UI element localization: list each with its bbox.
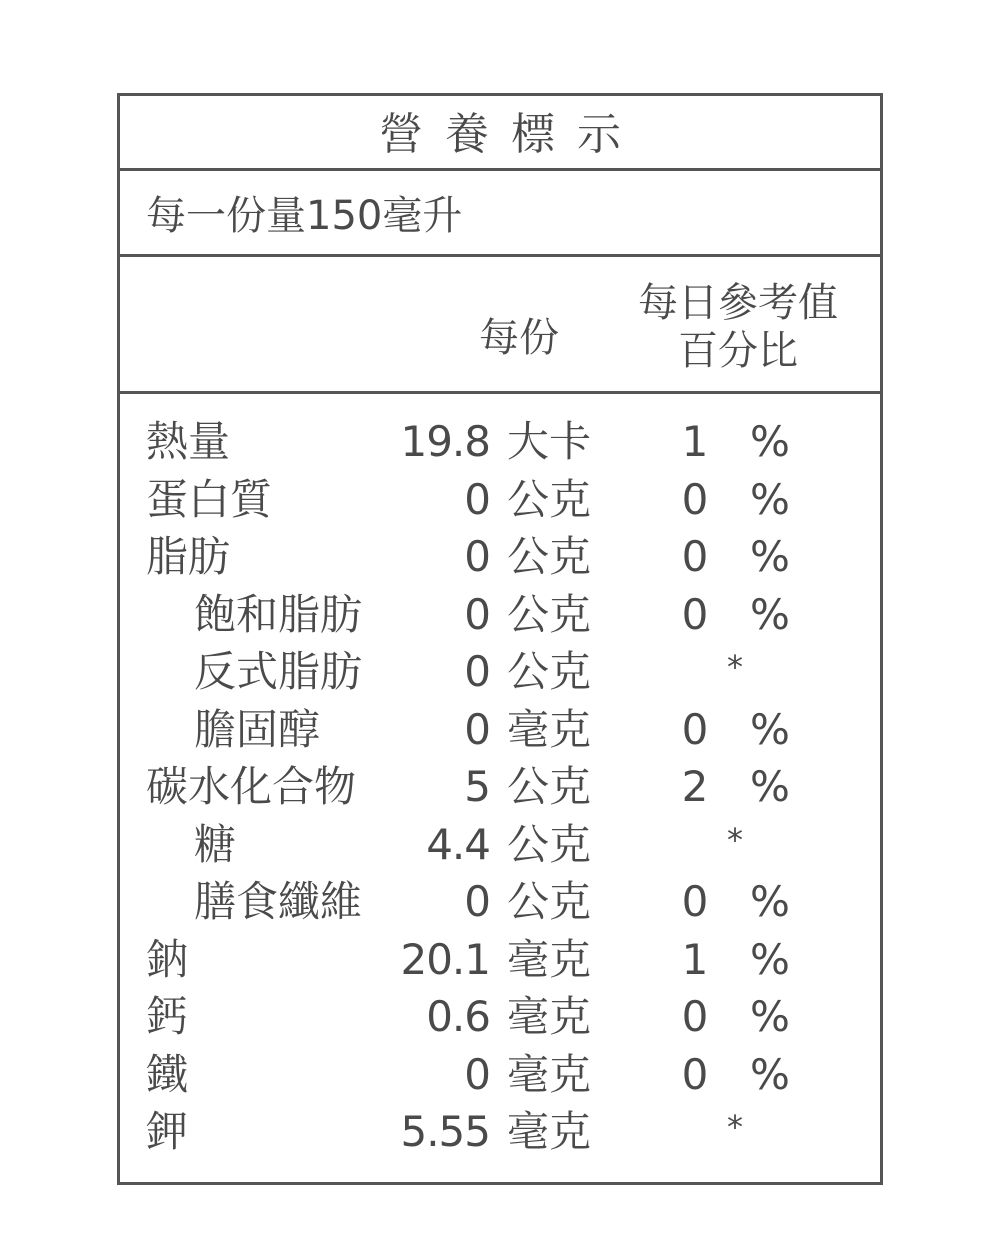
nutrient-unit: 毫克 bbox=[507, 992, 592, 1041]
nutrient-name: 糖 bbox=[194, 819, 237, 869]
nutrient-amount: 0 bbox=[464, 532, 490, 581]
nutrient-row bbox=[120, 413, 880, 471]
nutrient-amount: 0.6 bbox=[426, 992, 490, 1041]
nutrient-row bbox=[120, 643, 880, 701]
nutrient-unit: 公克 bbox=[507, 762, 592, 811]
nutrient-unit: 公克 bbox=[507, 877, 592, 926]
nutrient-row bbox=[120, 988, 880, 1046]
nutrient-name: 蛋白質 bbox=[146, 474, 273, 524]
nutrient-daily-value: 0 bbox=[681, 532, 709, 581]
nutrient-name: 脂肪 bbox=[146, 532, 231, 581]
nutrient-asterisk: * bbox=[727, 1108, 743, 1146]
nutrition-label bbox=[117, 93, 883, 1185]
nutrient-daily-value: 0 bbox=[681, 704, 709, 754]
nutrient-daily-value: 1 bbox=[681, 934, 709, 984]
divider-title bbox=[120, 168, 880, 171]
nutrient-name: 碳水化合物 bbox=[146, 762, 357, 811]
header-daily-value-line1: 每日參考值 bbox=[638, 280, 838, 326]
nutrient-unit: 毫克 bbox=[507, 704, 592, 754]
divider-header bbox=[120, 391, 880, 394]
nutrient-row bbox=[120, 1046, 880, 1104]
nutrient-amount: 20.1 bbox=[400, 934, 490, 984]
nutrient-percent-sign: % bbox=[750, 877, 790, 926]
nutrient-amount: 5 bbox=[464, 762, 490, 811]
nutrient-percent-sign: % bbox=[750, 934, 790, 984]
nutrient-amount: 0 bbox=[464, 877, 490, 926]
nutrient-unit: 毫克 bbox=[507, 1049, 592, 1099]
nutrient-percent-sign: % bbox=[750, 704, 790, 754]
nutrient-percent-sign: % bbox=[750, 762, 790, 811]
nutrient-unit: 公克 bbox=[507, 819, 592, 869]
nutrient-name: 鈉 bbox=[146, 934, 189, 984]
nutrient-row bbox=[120, 816, 880, 874]
nutrient-row bbox=[120, 1103, 880, 1161]
label-title: 營養標示 bbox=[379, 109, 643, 160]
nutrient-daily-value: 2 bbox=[681, 762, 709, 811]
nutrient-percent-sign: % bbox=[750, 532, 790, 581]
nutrient-amount: 0 bbox=[464, 647, 490, 696]
nutrient-amount: 0 bbox=[464, 589, 490, 639]
nutrient-name: 熱量 bbox=[146, 417, 231, 466]
nutrient-name: 鉀 bbox=[146, 1107, 189, 1156]
nutrient-daily-value: 0 bbox=[681, 474, 709, 524]
nutrient-amount: 0 bbox=[464, 474, 490, 524]
nutrient-row bbox=[120, 873, 880, 931]
nutrient-percent-sign: % bbox=[750, 992, 790, 1041]
nutrient-asterisk: * bbox=[727, 820, 743, 859]
nutrient-unit: 大卡 bbox=[507, 417, 592, 466]
header-daily-value-line2: 百分比 bbox=[678, 328, 798, 374]
header-daily-value bbox=[613, 279, 863, 375]
nutrient-daily-value: 0 bbox=[681, 877, 709, 926]
nutrient-row bbox=[120, 931, 880, 989]
nutrient-percent-sign: % bbox=[750, 417, 790, 466]
nutrient-row bbox=[120, 701, 880, 759]
nutrient-name: 飽和脂肪 bbox=[194, 589, 363, 639]
nutrient-unit: 公克 bbox=[507, 589, 592, 639]
nutrient-name: 鐵 bbox=[146, 1049, 189, 1099]
nutrient-unit: 公克 bbox=[507, 532, 592, 581]
nutrient-amount: 4.4 bbox=[426, 819, 490, 869]
header-per-serving: 每份 bbox=[479, 315, 559, 361]
nutrient-daily-value: 1 bbox=[681, 417, 709, 466]
nutrient-row bbox=[120, 471, 880, 529]
nutrient-row bbox=[120, 586, 880, 644]
nutrient-daily-value: 0 bbox=[681, 1049, 709, 1099]
nutrient-percent-sign: % bbox=[750, 474, 790, 524]
nutrient-row bbox=[120, 758, 880, 816]
nutrient-amount: 0 bbox=[464, 1049, 490, 1099]
nutrient-asterisk: * bbox=[727, 648, 743, 686]
nutrient-row bbox=[120, 528, 880, 586]
nutrient-unit: 毫克 bbox=[507, 1107, 592, 1156]
nutrient-percent-sign: % bbox=[750, 589, 790, 639]
nutrient-name: 反式脂肪 bbox=[194, 647, 363, 696]
serving-size: 每一份量150毫升 bbox=[146, 193, 463, 239]
nutrient-amount: 19.8 bbox=[400, 417, 490, 466]
nutrient-percent-sign: % bbox=[750, 1049, 790, 1099]
nutrient-rows bbox=[120, 413, 880, 1161]
nutrient-name: 膳食纖維 bbox=[194, 877, 363, 926]
divider-serving bbox=[120, 254, 880, 257]
nutrient-amount: 5.55 bbox=[400, 1107, 490, 1156]
nutrient-name: 鈣 bbox=[146, 992, 189, 1041]
nutrient-name: 膽固醇 bbox=[194, 704, 321, 754]
nutrient-amount: 0 bbox=[464, 704, 490, 754]
nutrient-daily-value: 0 bbox=[681, 589, 709, 639]
nutrient-unit: 公克 bbox=[507, 474, 592, 524]
nutrient-unit: 毫克 bbox=[507, 934, 592, 984]
nutrient-unit: 公克 bbox=[507, 647, 592, 696]
nutrient-daily-value: 0 bbox=[681, 992, 709, 1041]
